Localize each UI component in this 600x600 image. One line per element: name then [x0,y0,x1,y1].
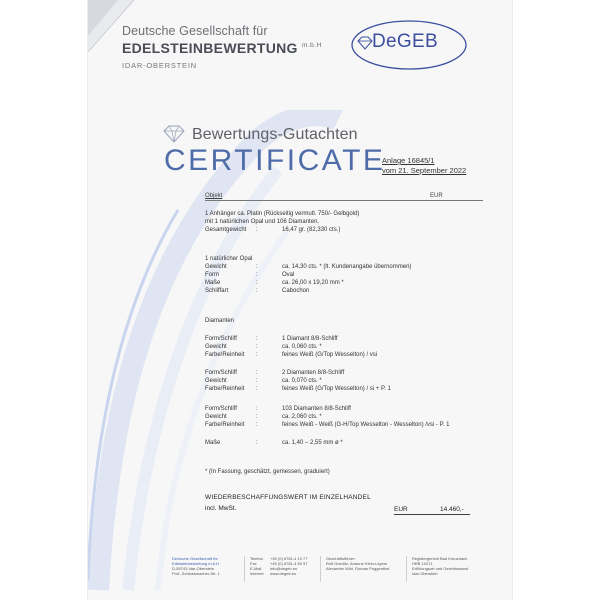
colon: : [256,414,258,420]
footer-address-line: D-55743 Idar-Oberstein [172,566,215,571]
colon: : [256,288,258,294]
org-name-main: EDELSTEINBEWERTUNG [122,40,298,56]
footer-register [412,556,468,576]
colon: : [256,264,258,270]
logo-text: DeGEB [372,31,438,52]
diamond-group1-weight-value: ca. 0,060 cts. * [282,344,322,350]
footer-register-line: HRB 10271 [412,561,433,566]
org-name-line1: Deutsche Gesellschaft für [122,24,268,38]
footer-management [326,556,389,571]
opal-size-value: ca. 26,00 x 19,20 mm * [282,280,344,286]
diamond-group3-weight-label: Gewicht [205,414,227,420]
footer-divider [320,556,321,582]
colon: : [256,386,258,392]
footer-contact-label: Internet [250,571,264,576]
colon: : [256,227,258,233]
footer-contact-value[interactable]: info@degeb.eu [270,566,298,571]
footer-register-line: Registergericht Bad Kreuznach [412,556,468,561]
diamond-group1-color-label: Farbe/Reinheit [205,352,245,358]
org-name-suffix: m.b.H [301,42,322,49]
opal-cut-label: Schliffart [205,288,229,294]
colon: : [256,440,258,446]
valuation-underline [394,514,470,515]
footer-contact-value: +49 (0) 6781-4 10 77 [270,556,308,561]
footer-address [172,556,220,576]
opal-cut-value: Cabochon [282,288,310,294]
object-label: Objekt [205,193,223,199]
footer-address-line: Prof.-Schlossmacher-Str. 1 [172,571,220,576]
footer-management-line: Alexander Wild, Roman Poggenthal [326,566,390,571]
annex-reference [382,156,466,176]
valuation-subtitle: incl. MwSt. [205,505,237,512]
colon: : [256,280,258,286]
footer-divider [244,556,245,582]
diamond-icon [162,125,186,143]
colon: : [256,336,258,342]
object-description-line2: mit 1 natürlichen Opal und 106 Diamanten. [205,219,320,225]
total-weight-label: Gesamtgewicht [205,227,247,233]
diamond-group3-color-value: feines Weiß - Weiß (G-H/Top Wesselton - Wesselton) /vsi - P. 1 [282,422,450,428]
footer-contact-label: Telefon [250,556,263,561]
diamond-group2-color-value: feines Weiß (G/Top Wesselton) / si + P. 1 [282,386,391,392]
diamond-size-label: Maße [205,440,221,446]
opal-weight-value: ca. 14,30 cts. * (lt. Kundenangabe übernommen) [282,264,412,270]
certificate-title: CERTIFICATE [164,144,386,177]
footer-management-line: Geschäftsführer: [326,556,356,561]
colon: : [256,378,258,384]
diamond-group1-shape-label: Form/Schliff [205,336,237,342]
footer-divider [406,556,407,582]
footer-register-line: Idar-Oberstein [412,571,438,576]
valuation-amount: 14.460,- [440,506,464,513]
certificate-document [88,0,512,600]
annex-date: vom 21. September 2022 [382,166,467,175]
opal-size-label: Maße [205,280,221,286]
footer-contact-labels [250,556,264,576]
diamond-group1-weight-label: Gewicht [205,344,227,350]
opal-form-value: Oval [282,272,295,278]
diamond-group2-weight-label: Gewicht [205,378,227,384]
opal-heading: 1 natürlicher Opal [205,256,253,262]
colon: : [256,272,258,278]
total-weight-value: 16,47 gr. (82,330 cts.) [282,227,341,233]
diamond-group1-shape-value: 1 Diamant 8/8-Schliff [282,336,338,342]
footer-contact-label: E-Mail [250,566,262,571]
object-description-line1: 1 Anhänger ca. Platin (Rückseitig vermutl. 750/- Gelbgold) [205,211,360,217]
diamond-group2-color-label: Farbe/Reinheit [205,386,245,392]
certificate-subtitle: Bewertungs-Gutachten [192,126,358,143]
diamond-group1-color-value: feines Weiß (G/Top Wesselton) / vsi [282,352,378,358]
colon: : [256,406,258,412]
footer-contact-value: +49 (0) 6781-4 50 97 [270,561,308,566]
colon: : [256,370,258,376]
opal-weight-label: Gewicht [205,264,227,270]
diamond-group3-color-label: Farbe/Reinheit [205,422,245,428]
diamond-group2-weight-value: ca. 0,070 cts. * [282,378,322,384]
footnote: * (In Fassung, geschätzt, gemessen, graduiert) [205,469,330,475]
footer-management-line: Rolf Goerlitz, Arianne Klein-Layers [326,561,388,566]
colon: : [256,352,258,358]
footer-contact-value[interactable]: www.degeb.eu [270,571,297,576]
diamond-group3-shape-label: Form/Schliff [205,406,237,412]
opal-form-label: Form [205,272,219,278]
valuation-title: WIEDERBESCHAFFUNGSWERT IM EINZELHANDEL [205,494,371,501]
currency-header: EUR [430,193,443,199]
diamonds-heading: Diamanten [205,318,235,324]
colon: : [256,422,258,428]
object-divider [205,200,483,201]
diamond-size-value: ca. 1,40 – 2,55 mm ø * [282,440,343,446]
annex-number: Anlage 16845/1 [382,156,435,165]
diamond-group3-weight-value: ca. 2,060 cts. * [282,414,322,420]
org-city: IDAR-OBERSTEIN [122,61,197,70]
valuation-currency: EUR [394,506,408,513]
footer-address-line: Deutsche Gesellschaft für [172,556,218,561]
diamond-group2-shape-value: 2 Diamanten 8/8-Schliff [282,370,345,376]
diamond-group3-shape-value: 103 Diamanten 8/8-Schliff [282,406,351,412]
footer-address-line: Edelsteinbewertung m.b.H [172,561,219,566]
footer-contact-values [270,556,307,576]
diamond-group2-shape-label: Form/Schliff [205,370,237,376]
colon: : [256,344,258,350]
footer-contact-label: Fax [250,561,257,566]
org-name-line2 [122,40,322,56]
footer-register-line: Erfüllungsort und Gerichtsstand [412,566,469,571]
